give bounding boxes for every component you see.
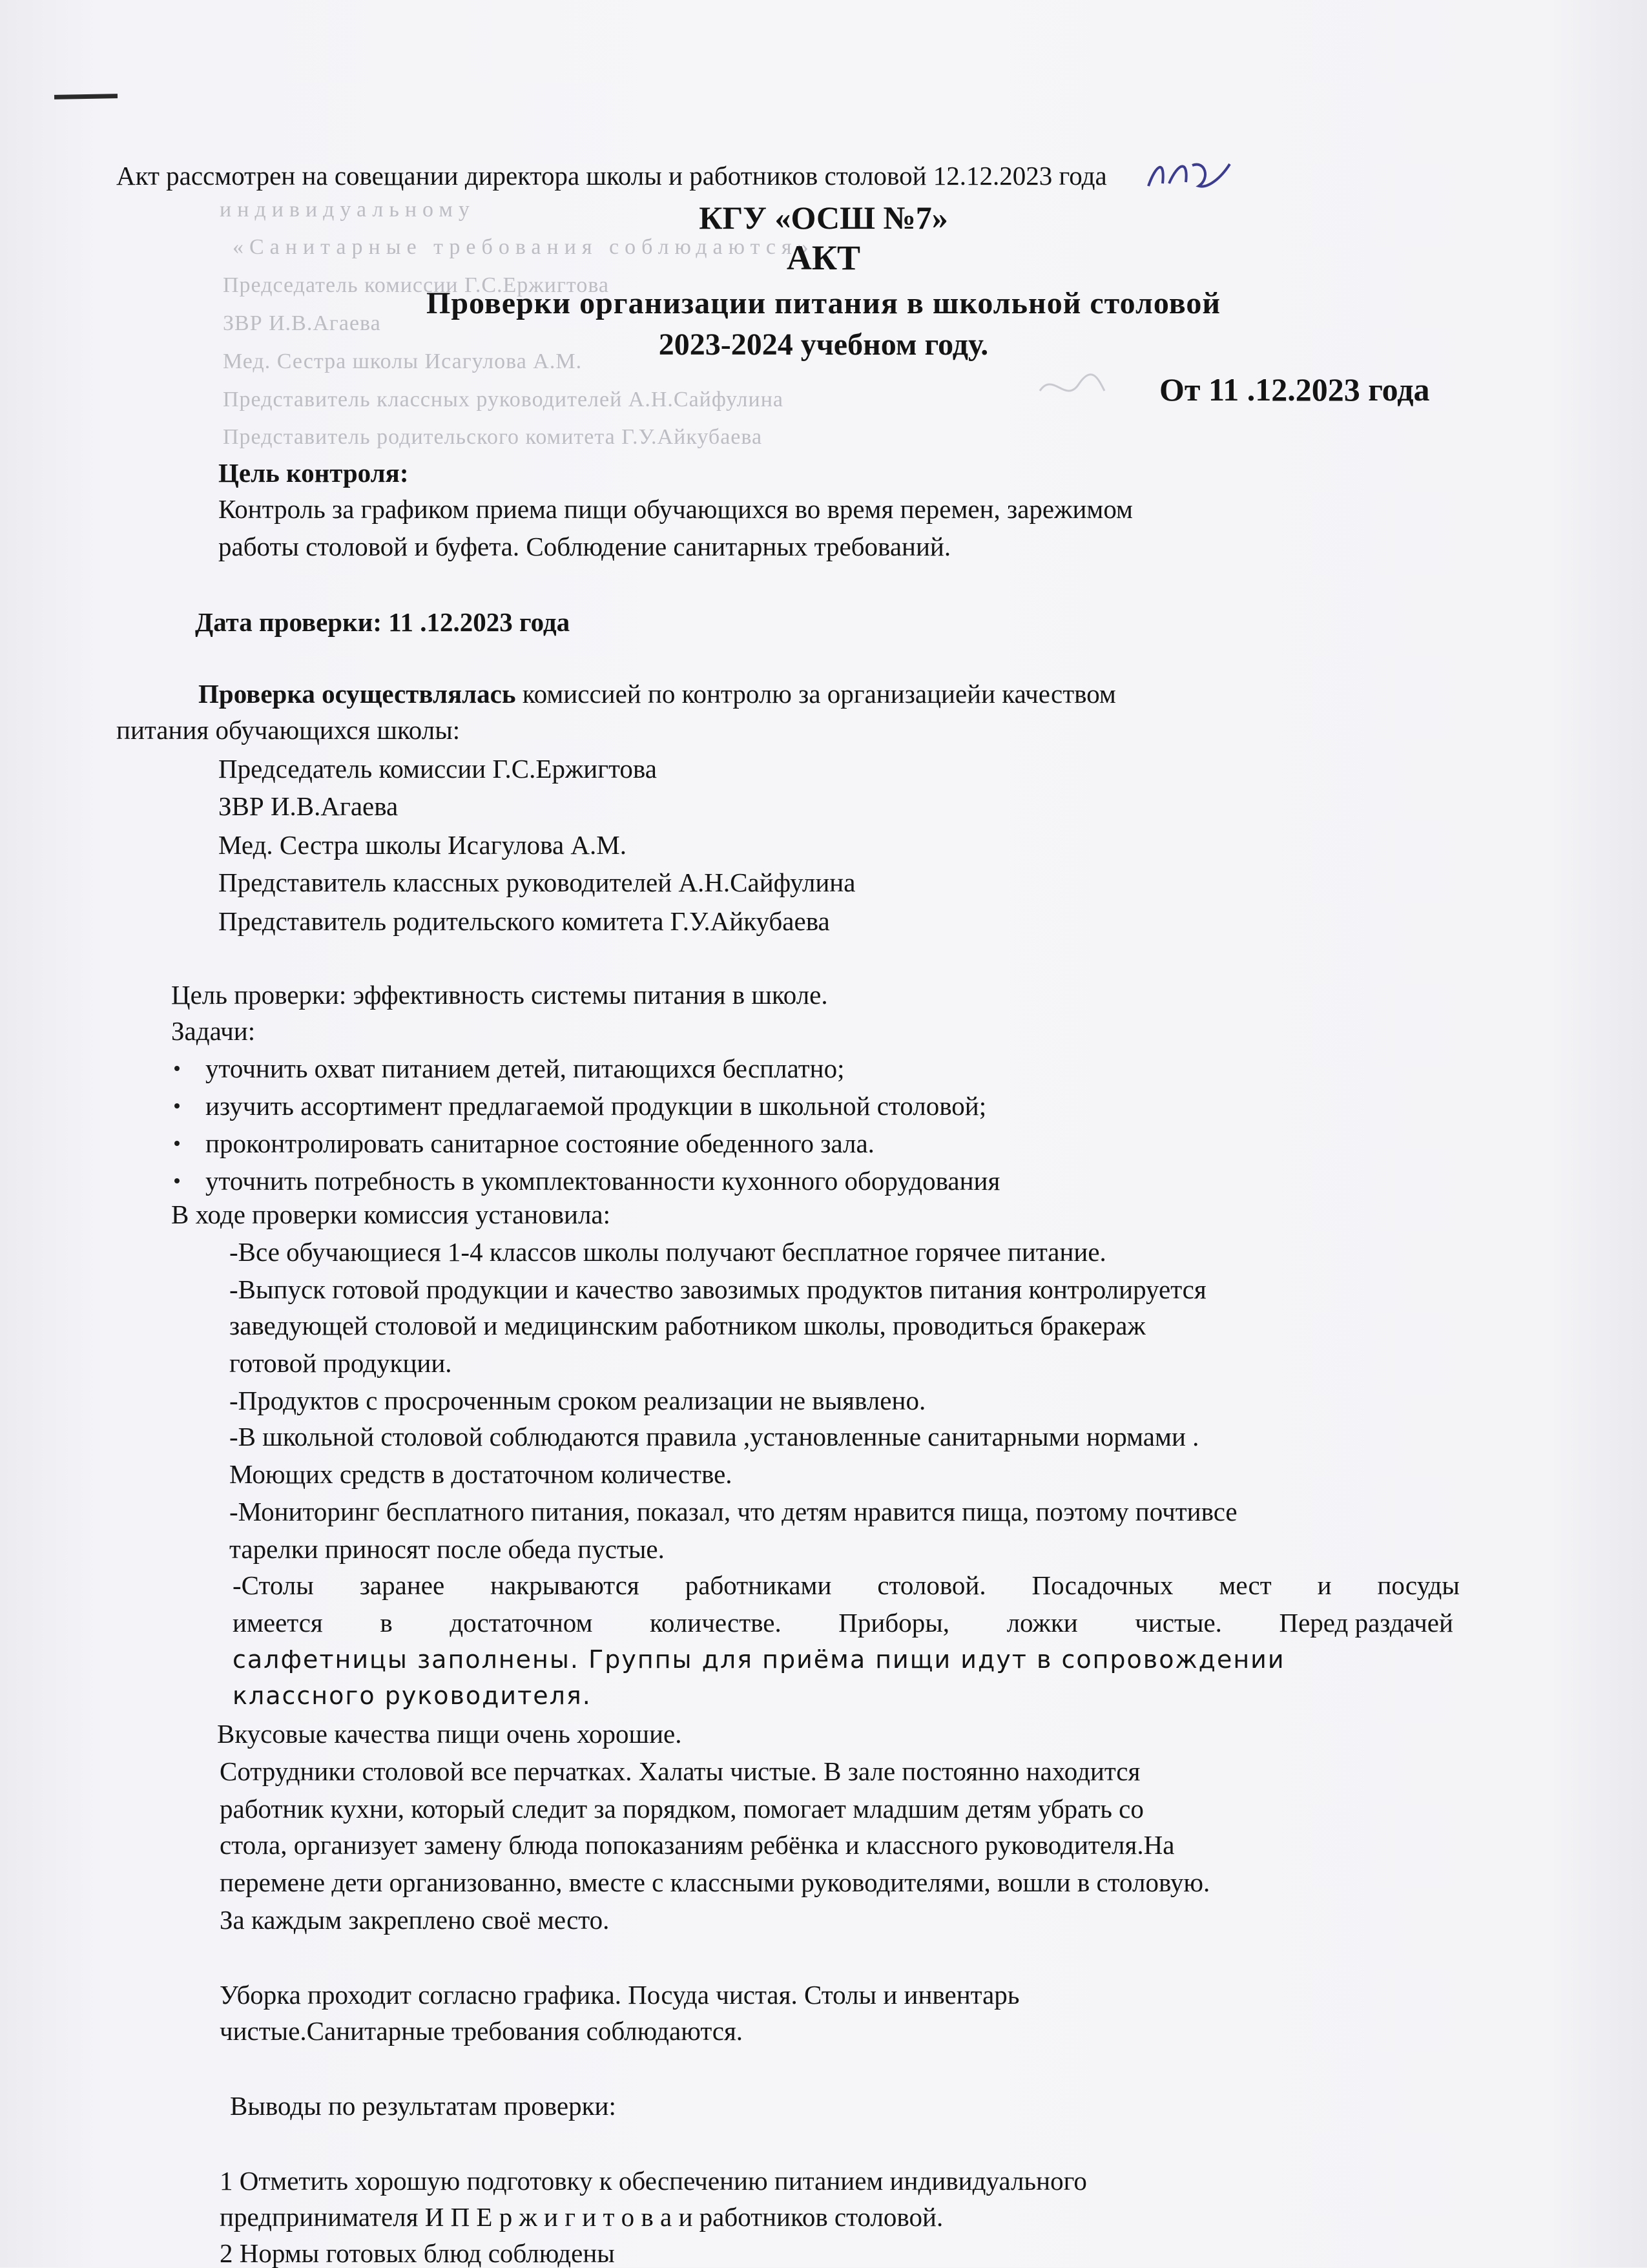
bleed-line: Мед. Сестра школы Исагулова А.М. (223, 349, 583, 373)
commission-member: Представитель классных руководителей А.Н.Сайфулина (218, 868, 856, 897)
word: работниками (685, 1570, 832, 1600)
conclusions-label: Выводы по результатам проверки: (230, 2091, 616, 2121)
staff-line: стола, организует замену блюда попоказаниям ребёнка и классного руководителя.На (220, 1830, 1175, 1860)
cleaning-line: чистые.Санитарные требования соблюдаются. (220, 2016, 743, 2046)
commission-intro-line2: питания обучающихся школы: (116, 715, 461, 745)
staff-line: работник кухни, который следит за порядком, помогает младшим детям убрать со (220, 1794, 1144, 1824)
finding-line: -Продуктов с просроченным сроком реализации не выявлено. (229, 1386, 926, 1415)
finding-line: Моющих средств в достаточном количестве. (229, 1459, 732, 1489)
staff-line: Сотрудники столовой все перчатках. Халаты чистые. В зале постоянно находится (220, 1756, 1141, 1786)
word: Посадочных (1031, 1570, 1174, 1600)
bleed-line: индивидуальному (220, 198, 475, 222)
conclusion-line: 2 Нормы готовых блюд соблюдены (220, 2238, 615, 2268)
commission-intro-rest: комиссией по контролю за организациейи качеством (522, 679, 1116, 709)
word: в (380, 1608, 393, 1638)
taste-note: Вкусовые качества пищи очень хорошие. (217, 1719, 682, 1749)
school-year: 2023-2024 учебном году. (658, 328, 989, 362)
corner-dash-mark (54, 94, 118, 99)
tables-para-sans-line: салфетницы заполнены. Группы для приёма пищи идут в сопровождении (233, 1645, 1285, 1674)
task-item: уточнить потребность в укомплектованности кухонного оборудования (205, 1166, 1000, 1196)
finding-line: -Все обучающиеся 1-4 классов школы получают бесплатное горячее питание. (229, 1237, 1106, 1267)
commission-intro-bold: Проверка осуществлялась (198, 679, 516, 709)
bullet-dot (174, 1178, 180, 1183)
conclusion-line: 1 Отметить хорошую подготовку к обеспечению питанием индивидуального (220, 2166, 1087, 2196)
task-item: уточнить охват питанием детей, питающихся бесплатно; (205, 1054, 845, 1083)
check-date: Дата проверки: 11 .12.2023 года (195, 607, 570, 637)
staff-line: За каждым закреплено своё место. (220, 1905, 610, 1935)
finding-line: -В школьной столовой соблюдаются правила ,установленные санитарными нормами . (229, 1422, 1199, 1451)
tables-para-line (233, 1572, 1460, 1599)
findings-intro: В ходе проверки комиссия установила: (171, 1200, 611, 1229)
bleed-line: Представитель классных руководителей А.Н.Сайфулина (223, 388, 784, 411)
word: столовой. (877, 1570, 986, 1600)
bleed-line: ЗВР И.В.Агаева (223, 311, 381, 335)
faint-signature-scribble (1033, 365, 1111, 410)
word: Перед раздачей (1279, 1608, 1453, 1638)
finding-line: заведующей столовой и медицинским работником школы, проводиться бракераж (229, 1311, 1146, 1340)
word: мест (1219, 1570, 1272, 1600)
task-item: проконтролировать санитарное состояние обеденного зала. (205, 1129, 875, 1158)
bleed-line: Председатель комиссии Г.С.Ержигтова (223, 273, 610, 297)
word: заранее (359, 1570, 445, 1600)
word: и (1317, 1570, 1332, 1600)
cleaning-line: Уборка проходит согласно графика. Посуда чистая. Столы и инвентарь (220, 1980, 1020, 2010)
finding-line: тарелки приносят после обеда пустые. (229, 1534, 665, 1564)
task-item: изучить ассортимент предлагаемой продукции в школьной столовой; (205, 1091, 987, 1121)
commission-intro (198, 681, 1116, 707)
control-goal-line: работы столовой и буфета. Соблюдение санитарных требований. (218, 532, 951, 561)
bullet-dot (174, 1103, 180, 1108)
word: Приборы, (838, 1608, 949, 1638)
word: посуды (1377, 1570, 1460, 1600)
bullet-dot (174, 1141, 180, 1146)
finding-line: -Мониторинг бесплатного питания, показал, что детям нравится пища, поэтому почтивсе (229, 1497, 1238, 1526)
word: -Столы (233, 1570, 314, 1600)
word: достаточном (450, 1608, 593, 1638)
commission-member: Мед. Сестра школы Исагулова А.М. (218, 830, 627, 860)
doc-type-title: АКТ (786, 238, 861, 277)
staff-line: перемене дети организованно, вместе с классными руководителями, вошли в столовую. (220, 1867, 1210, 1897)
bleed-line: «Санитарные требования соблюдаются» (233, 235, 814, 259)
doc-date: От 11 .12.2023 года (1159, 371, 1430, 408)
conclusion-line: предпринимателя И П Е р ж и г и т о в а и работников столовой. (220, 2202, 944, 2232)
tables-para-line (233, 1610, 1453, 1636)
control-goal-line: Контроль за графиком приема пищи обучающихся во время перемен, зарежимом (218, 494, 1134, 524)
control-goal-label: Цель контроля: (218, 458, 409, 488)
finding-line: готовой продукции. (229, 1348, 452, 1378)
word: имеется (233, 1608, 323, 1638)
tables-para-sans-line: классного руководителя. (233, 1681, 592, 1710)
handwritten-date-scribble (1143, 152, 1240, 198)
org-name: КГУ «ОСШ №7» (699, 200, 948, 236)
word: количестве. (650, 1608, 782, 1638)
commission-member: Представитель родительского комитета Г.У.Айкубаева (218, 906, 830, 936)
word: ложки (1006, 1608, 1078, 1638)
check-goal: Цель проверки: эффективность системы питания в школе. (171, 980, 828, 1010)
finding-line: -Выпуск готовой продукции и качество завозимых продуктов питания контролируется (229, 1274, 1207, 1304)
bullet-dot (174, 1066, 180, 1071)
bleed-line: Представитель родительского комитета Г.У.Айкубаева (223, 425, 763, 449)
tasks-label: Задачи: (171, 1016, 256, 1046)
commission-member: Председатель комиссии Г.С.Ержигтова (218, 754, 657, 784)
header-note: Акт рассмотрен на совещании директора школы и работников столовой 12.12.2023 года (116, 161, 1107, 191)
word: чистые. (1135, 1608, 1222, 1638)
commission-member: ЗВР И.В.Агаева (218, 791, 399, 821)
doc-subject: Проверки организации питания в школьной столовой (426, 286, 1221, 320)
word: накрываются (490, 1570, 639, 1600)
